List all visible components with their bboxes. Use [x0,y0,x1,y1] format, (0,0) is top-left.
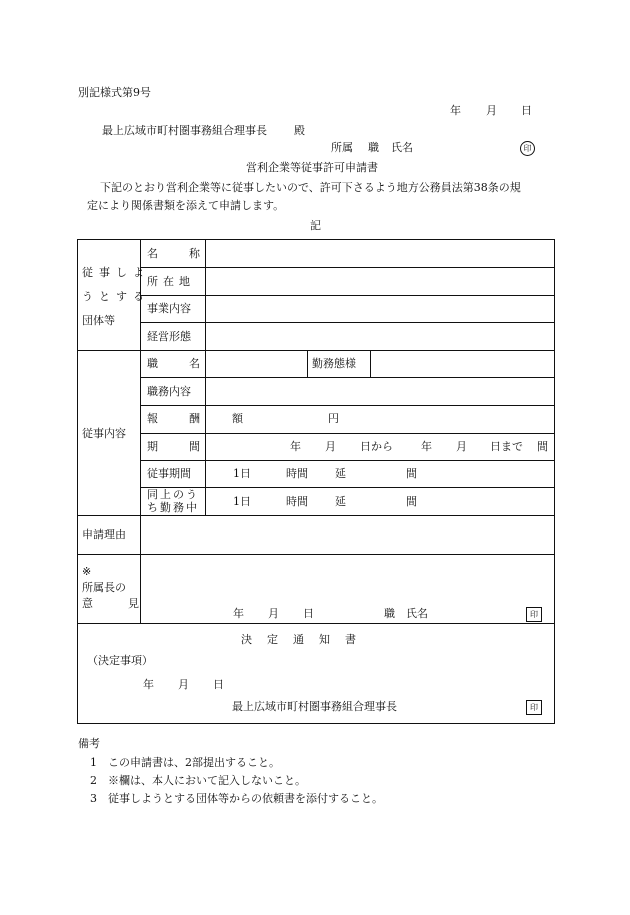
reason-label: 申請理由 [82,528,126,541]
divider [140,405,555,406]
period-total: 間 [537,440,548,453]
work-pay-amount: 額 [232,412,243,425]
org-row-business: 事業内容 [147,302,191,315]
work-hours-unit: 間 [406,467,417,480]
date-month-top: 月 [486,104,497,117]
opinion-date-month: 月 [268,607,279,620]
note-text: 従事しようとする団体等からの依頼書を添付すること。 [108,792,383,805]
decision-date-month: 月 [178,678,189,691]
divider [77,554,555,555]
form-number: 別記様式第9号 [78,86,151,99]
decision-date-day: 日 [213,678,224,691]
divider [140,460,555,461]
work-hours-day: 1日 [233,467,251,480]
work-hours-label: 従事期間 [147,467,191,480]
org-row-address: 所在地 [147,275,195,288]
overlap-ext: 延 [335,495,346,508]
overlap-day: 1日 [233,495,251,508]
divider [140,295,555,296]
opinion-date-day: 日 [303,607,314,620]
divider [140,433,555,434]
org-label-line2: うとする [82,290,150,303]
divider [140,487,555,488]
seal-icon: 印 [526,700,542,715]
overlap-hours: 時間 [286,495,308,508]
period-year-from: 年 [290,440,301,453]
seal-icon: 印 [526,607,542,622]
work-pay-unit: 円 [328,412,339,425]
opinion-label-line2: 意 見 [82,597,151,610]
org-row-name: 名 称 [147,247,210,260]
work-period-label: 期 間 [147,440,210,453]
work-mode-label: 勤務態様 [312,357,356,370]
applicant-affiliation: 所属 [331,141,353,154]
work-hours-hours: 時間 [286,467,308,480]
divider [77,350,555,351]
note-number: 2 [90,774,97,787]
org-label-line1: 従事しよ [82,266,150,279]
work-hours-ext: 延 [335,467,346,480]
decision-title: 決 定 通 知 書 [241,633,358,646]
note-text: ※欄は、本人において記入しないこと。 [108,774,306,787]
addressee-honorific: 殿 [294,124,305,137]
period-day-from: 日から [360,440,393,453]
divider [140,322,555,323]
divider [140,267,555,268]
overlap-unit: 間 [406,495,417,508]
notes-heading: 備考 [78,737,100,750]
divider [205,239,206,515]
date-year-top: 年 [450,104,461,117]
note-number: 3 [90,792,97,805]
decision-date-year: 年 [143,678,154,691]
org-row-management: 経営形態 [147,330,191,343]
period-month-to: 月 [456,440,467,453]
intro-text-line2: 定により関係書類を添えて申請します。 [87,199,285,212]
divider [77,515,555,516]
work-pay-label: 報 酬 [147,412,210,425]
ki-label: 記 [310,219,321,232]
overlap-label-line2: ち勤務中 [147,501,199,514]
decision-items-label: （決定事項） [87,654,153,667]
divider [77,623,555,624]
note-text: この申請書は、2部提出すること。 [108,756,280,769]
org-label-line3: 団体等 [82,314,115,327]
addressee-name: 最上広域市町村圏事務組合理事長 [102,124,267,137]
period-year-to: 年 [421,440,432,453]
note-number: 1 [90,756,97,769]
period-day-to: 日まで [490,440,523,453]
work-label: 従事内容 [82,427,126,440]
applicant-position: 職 [368,141,379,154]
applicant-name-label: 氏名 [391,141,413,154]
date-day-top: 日 [521,104,532,117]
divider [370,350,371,377]
divider [140,377,555,378]
overlap-label-line1: 同上のう [147,488,199,501]
work-duties-label: 職務内容 [147,385,191,398]
work-position-label: 職 名 [147,357,210,370]
opinion-date-year: 年 [233,607,244,620]
seal-icon: 印 [520,141,535,156]
intro-text-line1: 下記のとおり営利企業等に従事したいので、許可下さるよう地方公務員法第38条の規 [100,181,521,194]
period-month-from: 月 [325,440,336,453]
opinion-position-name: 職 氏名 [384,607,428,620]
divider [307,350,308,377]
opinion-label-line1: 所属長の [82,581,126,594]
decision-issuer: 最上広域市町村圏事務組合理事長 [232,700,397,713]
document-title: 営利企業等従事許可申請書 [246,161,378,174]
opinion-mark: ※ [82,565,92,578]
